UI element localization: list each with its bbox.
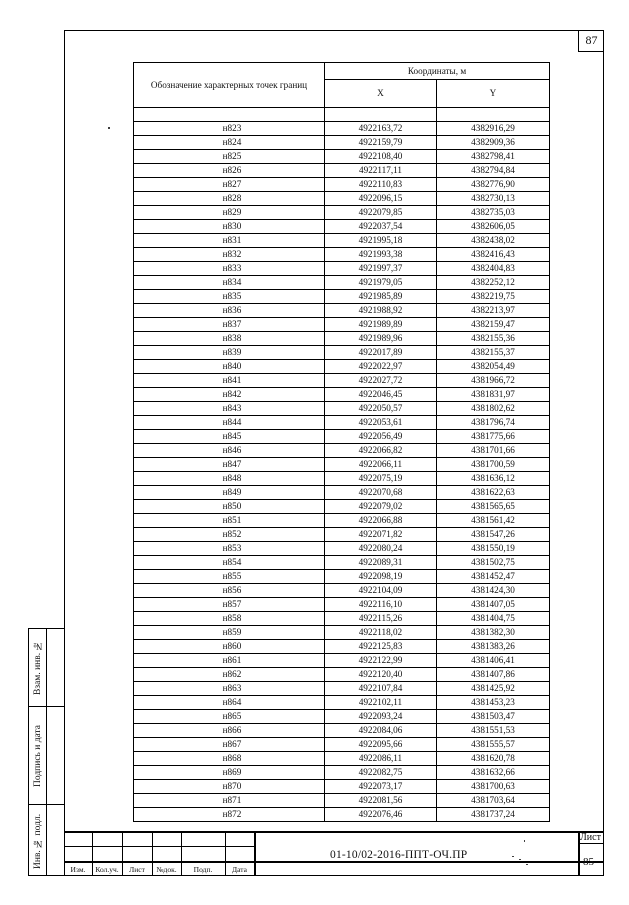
cell-x: 4922076,46 bbox=[325, 808, 437, 822]
cell-point: н833 bbox=[134, 262, 325, 276]
table-row bbox=[134, 430, 550, 444]
cell-y: 4382438,02 bbox=[437, 234, 550, 248]
cell-point: н854 bbox=[134, 556, 325, 570]
cell-point: н848 bbox=[134, 472, 325, 486]
table-row bbox=[134, 290, 550, 304]
cell-point: н837 bbox=[134, 318, 325, 332]
cell-y: 4382909,36 bbox=[437, 136, 550, 150]
table-row bbox=[134, 360, 550, 374]
cell-x: 4922095,66 bbox=[325, 738, 437, 752]
cell-x: 4922159,79 bbox=[325, 136, 437, 150]
cell-y: 4381550,19 bbox=[437, 542, 550, 556]
cell-point: н826 bbox=[134, 164, 325, 178]
cell-y: 4382798,41 bbox=[437, 150, 550, 164]
document-number: 01-10/02-2016-ППТ-ОЧ.ПР bbox=[330, 849, 468, 861]
table-row bbox=[134, 654, 550, 668]
table-row bbox=[134, 388, 550, 402]
header-coords: Координаты, м bbox=[325, 63, 550, 80]
cell-point: н825 bbox=[134, 150, 325, 164]
cell-y: 4382416,43 bbox=[437, 248, 550, 262]
cell-x: 4921989,89 bbox=[325, 318, 437, 332]
side-label-vzam: Взам. инв. № bbox=[33, 640, 43, 696]
spacer-cell bbox=[134, 108, 325, 122]
stamp-label-podp: Подп. bbox=[193, 865, 213, 874]
cell-y: 4381383,26 bbox=[437, 640, 550, 654]
header-y: Y bbox=[437, 80, 550, 108]
table-row bbox=[134, 794, 550, 808]
cell-point: н853 bbox=[134, 542, 325, 556]
cell-x: 4921995,18 bbox=[325, 234, 437, 248]
table-row bbox=[134, 402, 550, 416]
side-stamp bbox=[28, 628, 65, 876]
cell-x: 4922066,11 bbox=[325, 458, 437, 472]
cell-point: н867 bbox=[134, 738, 325, 752]
stamp-line bbox=[64, 861, 604, 863]
cell-y: 4382054,49 bbox=[437, 360, 550, 374]
cell-x: 4922102,11 bbox=[325, 696, 437, 710]
table-row bbox=[134, 122, 550, 136]
stamp-label-list: Лист bbox=[129, 865, 145, 874]
cell-x: 4922081,56 bbox=[325, 794, 437, 808]
cell-point: н836 bbox=[134, 304, 325, 318]
table-row bbox=[134, 416, 550, 430]
cell-point: н840 bbox=[134, 360, 325, 374]
cell-x: 4922108,40 bbox=[325, 150, 437, 164]
table-row bbox=[134, 304, 550, 318]
cell-x: 4922073,17 bbox=[325, 780, 437, 794]
cell-y: 4382213,97 bbox=[437, 304, 550, 318]
cell-x: 4922122,99 bbox=[325, 654, 437, 668]
cell-point: н869 bbox=[134, 766, 325, 780]
cell-x: 4922022,97 bbox=[325, 360, 437, 374]
cell-point: н857 bbox=[134, 598, 325, 612]
table-row bbox=[134, 486, 550, 500]
scan-mark bbox=[526, 864, 528, 865]
cell-x: 4922093,24 bbox=[325, 710, 437, 724]
sheet-label: Лист bbox=[580, 832, 601, 843]
cell-x: 4922125,83 bbox=[325, 640, 437, 654]
cell-y: 4382155,36 bbox=[437, 332, 550, 346]
cell-y: 4381701,66 bbox=[437, 444, 550, 458]
cell-x: 4921997,37 bbox=[325, 262, 437, 276]
spacer-cell bbox=[325, 108, 437, 122]
table-row bbox=[134, 206, 550, 220]
cell-point: н859 bbox=[134, 626, 325, 640]
cell-x: 4922080,24 bbox=[325, 542, 437, 556]
cell-x: 4922163,72 bbox=[325, 122, 437, 136]
cell-point: н849 bbox=[134, 486, 325, 500]
cell-point: н860 bbox=[134, 640, 325, 654]
stamp-label-kol: Кол.уч. bbox=[95, 865, 119, 874]
cell-y: 4381424,30 bbox=[437, 584, 550, 598]
cell-y: 4381703,64 bbox=[437, 794, 550, 808]
table-row bbox=[134, 542, 550, 556]
cell-point: н824 bbox=[134, 136, 325, 150]
cell-point: н842 bbox=[134, 388, 325, 402]
cell-x: 4922117,11 bbox=[325, 164, 437, 178]
cell-y: 4382606,05 bbox=[437, 220, 550, 234]
cell-y: 4381796,74 bbox=[437, 416, 550, 430]
cell-y: 4381622,63 bbox=[437, 486, 550, 500]
cell-x: 4922079,02 bbox=[325, 500, 437, 514]
cell-y: 4382916,29 bbox=[437, 122, 550, 136]
table-row bbox=[134, 500, 550, 514]
cell-y: 4381831,97 bbox=[437, 388, 550, 402]
cell-y: 4381802,62 bbox=[437, 402, 550, 416]
scan-mark bbox=[519, 859, 521, 860]
table-row bbox=[134, 738, 550, 752]
table-row bbox=[134, 584, 550, 598]
cell-y: 4381561,42 bbox=[437, 514, 550, 528]
table-row bbox=[134, 276, 550, 290]
side-label-podpis: Подпись и дата bbox=[33, 725, 43, 788]
table-row bbox=[134, 374, 550, 388]
table-row bbox=[134, 598, 550, 612]
sheet-number: 85 bbox=[583, 856, 594, 868]
table-row bbox=[134, 444, 550, 458]
cell-y: 4382404,83 bbox=[437, 262, 550, 276]
stray-dot bbox=[108, 127, 110, 129]
table-row bbox=[134, 724, 550, 738]
cell-y: 4382794,84 bbox=[437, 164, 550, 178]
cell-point: н870 bbox=[134, 780, 325, 794]
table-row bbox=[134, 262, 550, 276]
cell-point: н845 bbox=[134, 430, 325, 444]
cell-point: н832 bbox=[134, 248, 325, 262]
cell-x: 4922096,15 bbox=[325, 192, 437, 206]
cell-x: 4922118,02 bbox=[325, 626, 437, 640]
cell-y: 4381966,72 bbox=[437, 374, 550, 388]
cell-point: н831 bbox=[134, 234, 325, 248]
cell-y: 4381620,78 bbox=[437, 752, 550, 766]
cell-y: 4381406,41 bbox=[437, 654, 550, 668]
scan-mark bbox=[524, 840, 525, 842]
cell-point: н829 bbox=[134, 206, 325, 220]
header-x: X bbox=[325, 80, 437, 108]
cell-x: 4922075,19 bbox=[325, 472, 437, 486]
cell-point: н872 bbox=[134, 808, 325, 822]
cell-x: 4922079,85 bbox=[325, 206, 437, 220]
cell-point: н835 bbox=[134, 290, 325, 304]
cell-point: н850 bbox=[134, 500, 325, 514]
cell-y: 4381565,65 bbox=[437, 500, 550, 514]
cell-point: н834 bbox=[134, 276, 325, 290]
cell-x: 4922086,11 bbox=[325, 752, 437, 766]
table-row bbox=[134, 472, 550, 486]
cell-y: 4382730,13 bbox=[437, 192, 550, 206]
cell-x: 4922107,84 bbox=[325, 682, 437, 696]
cell-x: 4922071,82 bbox=[325, 528, 437, 542]
cell-point: н866 bbox=[134, 724, 325, 738]
table-row bbox=[134, 570, 550, 584]
table-row bbox=[134, 780, 550, 794]
cell-point: н861 bbox=[134, 654, 325, 668]
cell-point: н862 bbox=[134, 668, 325, 682]
side-label-inv: Инв. № подл. bbox=[33, 813, 43, 869]
cell-x: 4922089,31 bbox=[325, 556, 437, 570]
cell-x: 4922017,89 bbox=[325, 346, 437, 360]
cell-x: 4922053,61 bbox=[325, 416, 437, 430]
stamp-label-ndok: №док. bbox=[156, 865, 177, 874]
spacer-cell bbox=[437, 108, 550, 122]
cell-y: 4381382,30 bbox=[437, 626, 550, 640]
scan-mark bbox=[512, 856, 514, 857]
table-row bbox=[134, 458, 550, 472]
table-row bbox=[134, 150, 550, 164]
cell-x: 4922056,49 bbox=[325, 430, 437, 444]
cell-x: 4922037,54 bbox=[325, 220, 437, 234]
cell-y: 4382155,37 bbox=[437, 346, 550, 360]
cell-x: 4922027,72 bbox=[325, 374, 437, 388]
cell-x: 4922066,88 bbox=[325, 514, 437, 528]
table-row bbox=[134, 136, 550, 150]
stamp-label-data: Дата bbox=[232, 865, 247, 874]
table-row bbox=[134, 528, 550, 542]
table-row bbox=[134, 318, 550, 332]
table-row bbox=[134, 766, 550, 780]
table-row bbox=[134, 668, 550, 682]
header-points: Обозначение характерных точек границ bbox=[134, 63, 325, 108]
cell-x: 4921989,96 bbox=[325, 332, 437, 346]
page-number: 87 bbox=[578, 30, 604, 52]
side-cell-podpis bbox=[29, 707, 64, 805]
cell-y: 4381737,24 bbox=[437, 808, 550, 822]
cell-point: н838 bbox=[134, 332, 325, 346]
cell-y: 4381700,63 bbox=[437, 780, 550, 794]
coordinates-body bbox=[134, 122, 550, 822]
cell-point: н865 bbox=[134, 710, 325, 724]
table-row bbox=[134, 220, 550, 234]
cell-point: н828 bbox=[134, 192, 325, 206]
cell-y: 4382252,12 bbox=[437, 276, 550, 290]
cell-y: 4381404,75 bbox=[437, 612, 550, 626]
stamp-line bbox=[64, 831, 604, 833]
cell-x: 4922116,10 bbox=[325, 598, 437, 612]
cell-x: 4922110,83 bbox=[325, 178, 437, 192]
cell-y: 4381547,26 bbox=[437, 528, 550, 542]
cell-y: 4382159,47 bbox=[437, 318, 550, 332]
cell-x: 4921979,05 bbox=[325, 276, 437, 290]
cell-y: 4381452,47 bbox=[437, 570, 550, 584]
cell-point: н843 bbox=[134, 402, 325, 416]
stamp-line bbox=[254, 831, 256, 876]
cell-point: н839 bbox=[134, 346, 325, 360]
cell-point: н864 bbox=[134, 696, 325, 710]
side-cell-vzam bbox=[29, 629, 64, 707]
cell-point: н847 bbox=[134, 458, 325, 472]
cell-x: 4922046,45 bbox=[325, 388, 437, 402]
cell-y: 4381425,92 bbox=[437, 682, 550, 696]
cell-point: н841 bbox=[134, 374, 325, 388]
table-row bbox=[134, 640, 550, 654]
table-row bbox=[134, 514, 550, 528]
cell-y: 4381503,47 bbox=[437, 710, 550, 724]
cell-y: 4382776,90 bbox=[437, 178, 550, 192]
cell-x: 4922070,68 bbox=[325, 486, 437, 500]
table-row bbox=[134, 248, 550, 262]
cell-x: 4922120,40 bbox=[325, 668, 437, 682]
table-row bbox=[134, 710, 550, 724]
cell-x: 4921985,89 bbox=[325, 290, 437, 304]
table-row bbox=[134, 696, 550, 710]
coordinates-table bbox=[133, 62, 550, 822]
side-cell-inv bbox=[29, 805, 64, 877]
cell-x: 4922115,26 bbox=[325, 612, 437, 626]
cell-point: н852 bbox=[134, 528, 325, 542]
cell-point: н846 bbox=[134, 444, 325, 458]
cell-y: 4381407,86 bbox=[437, 668, 550, 682]
table-row bbox=[134, 192, 550, 206]
cell-x: 4922050,57 bbox=[325, 402, 437, 416]
cell-point: н830 bbox=[134, 220, 325, 234]
cell-x: 4922084,06 bbox=[325, 724, 437, 738]
cell-point: н863 bbox=[134, 682, 325, 696]
cell-point: н868 bbox=[134, 752, 325, 766]
cell-y: 4381453,23 bbox=[437, 696, 550, 710]
table-row bbox=[134, 234, 550, 248]
cell-point: н844 bbox=[134, 416, 325, 430]
cell-y: 4381636,12 bbox=[437, 472, 550, 486]
table-row bbox=[134, 682, 550, 696]
table-row bbox=[134, 752, 550, 766]
cell-x: 4922104,09 bbox=[325, 584, 437, 598]
cell-y: 4381700,59 bbox=[437, 458, 550, 472]
table-row bbox=[134, 808, 550, 822]
cell-point: н823 bbox=[134, 122, 325, 136]
cell-point: н858 bbox=[134, 612, 325, 626]
cell-y: 4382735,03 bbox=[437, 206, 550, 220]
cell-y: 4381502,75 bbox=[437, 556, 550, 570]
cell-y: 4381632,66 bbox=[437, 766, 550, 780]
stamp-line bbox=[578, 843, 604, 844]
table-row bbox=[134, 556, 550, 570]
cell-x: 4921993,38 bbox=[325, 248, 437, 262]
cell-x: 4921988,92 bbox=[325, 304, 437, 318]
table-row bbox=[134, 164, 550, 178]
cell-y: 4381555,57 bbox=[437, 738, 550, 752]
cell-y: 4381775,66 bbox=[437, 430, 550, 444]
cell-point: н827 bbox=[134, 178, 325, 192]
cell-y: 4381407,05 bbox=[437, 598, 550, 612]
cell-point: н855 bbox=[134, 570, 325, 584]
cell-y: 4381551,53 bbox=[437, 724, 550, 738]
table-row bbox=[134, 626, 550, 640]
cell-point: н856 bbox=[134, 584, 325, 598]
table-row bbox=[134, 612, 550, 626]
cell-point: н851 bbox=[134, 514, 325, 528]
cell-x: 4922082,75 bbox=[325, 766, 437, 780]
table-row bbox=[134, 178, 550, 192]
cell-point: н871 bbox=[134, 794, 325, 808]
stamp-label-izm: Изм. bbox=[70, 865, 86, 874]
table-row bbox=[134, 346, 550, 360]
table-row bbox=[134, 332, 550, 346]
cell-x: 4922098,19 bbox=[325, 570, 437, 584]
cell-y: 4382219,75 bbox=[437, 290, 550, 304]
cell-x: 4922066,82 bbox=[325, 444, 437, 458]
